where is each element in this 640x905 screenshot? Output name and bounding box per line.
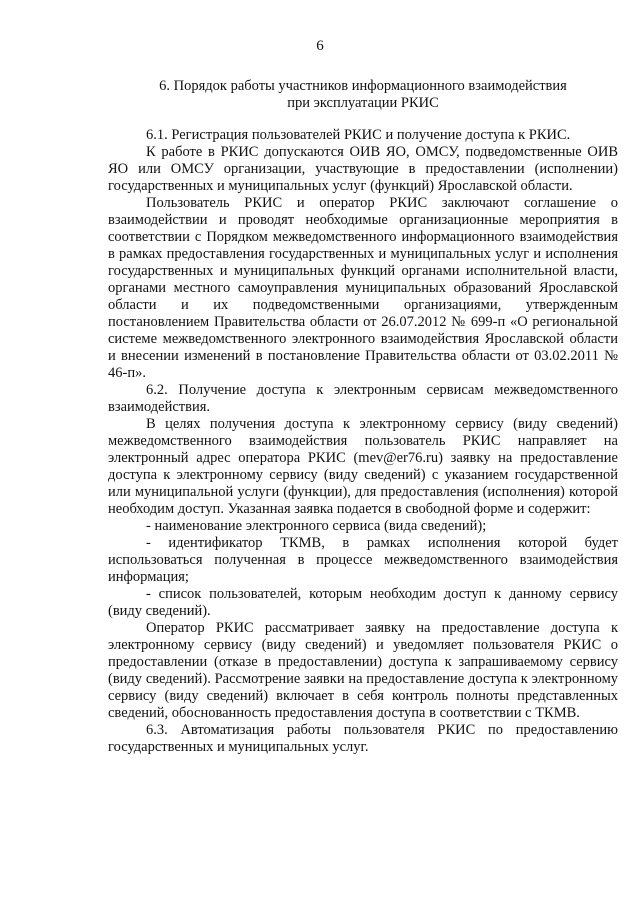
section-title-line-2: при эксплуатации РКИС <box>287 95 439 111</box>
paragraph-6-3-title: 6.3. Автоматизация работы пользователя РКИС по предоставлению государственных и муниципальных услуг. <box>108 722 618 755</box>
paragraph-6-1-title: 6.1. Регистрация пользователей РКИС и получение доступа к РКИС. <box>146 127 571 143</box>
document-body <box>108 127 618 756</box>
page-number: 6 <box>316 38 324 54</box>
paragraph-6-2-title: 6.2. Получение доступа к электронным сервисам межведомственного взаимодействия. <box>108 382 618 415</box>
paragraph-request-procedure: В целях получения доступа к электронному сервису (виду сведений) межведомственного взаимодействия пользователь РКИС направляет на электронный адрес оператора РКИС (mev@er76.ru) заявку на предоставление доступа к электронному сервису (виду сведений) с указанием государственной или муниципальной услуги (функции), для предоставления (исполнения) которой необходим доступ. Указанная заявка подается в свободной форме и содержит: <box>108 416 618 517</box>
list-item-tkmv-id: - идентификатор ТКМВ, в рамках исполнения которой будет использоваться полученная в процессе межведомственного взаимодействия информация; <box>108 535 618 585</box>
paragraph-operator-review: Оператор РКИС рассматривает заявку на предоставление доступа к электронному сервису (виду сведений) и уведомляет пользователя РКИС о предоставлении (отказе в предоставлении) доступа к запрашиваемому сервису (виду сведений). Рассмотрение заявки на предоставление доступа к электронному сервису (виду сведений) включает в себя контроль полноты представленных сведений, обоснованность предоставления доступа в соответствии с ТКМВ. <box>108 620 618 721</box>
section-heading <box>108 78 618 112</box>
paragraph-access-eligibility: К работе в РКИС допускаются ОИВ ЯО, ОМСУ, подведомственные ОИВ ЯО или ОМСУ организации, участвующие в предоставлении (исполнении) государственных и муниципальных услуг (функций) Ярославской области. <box>108 144 618 194</box>
list-item-service-name: - наименование электронного сервиса (вида сведений); <box>146 518 487 534</box>
list-item-user-list: - список пользователей, которым необходим доступ к данному сервису (виду сведений). <box>108 586 618 619</box>
paragraph-agreement: Пользователь РКИС и оператор РКИС заключают соглашение о взаимодействии и проводят необходимые организационные мероприятия в соответствии с Порядком межведомственного информационного взаимодействия в рамках предоставления государственных и муниципальных услуг и исполнения государственных и муниципальных функций органами исполнительной власти, органами местного самоуправления муниципальных образований Ярославской области и их подведомственными организациями, утвержденным постановлением Правительства области от 26.07.2012 № 699-п «О региональной системе межведомственного электронного взаимодействия Ярославской области и внесении изменений в постановление Правительства области от 03.02.2011 № 46-п». <box>108 195 618 381</box>
section-title-line-1: 6. Порядок работы участников информационного взаимодействия <box>159 78 567 94</box>
